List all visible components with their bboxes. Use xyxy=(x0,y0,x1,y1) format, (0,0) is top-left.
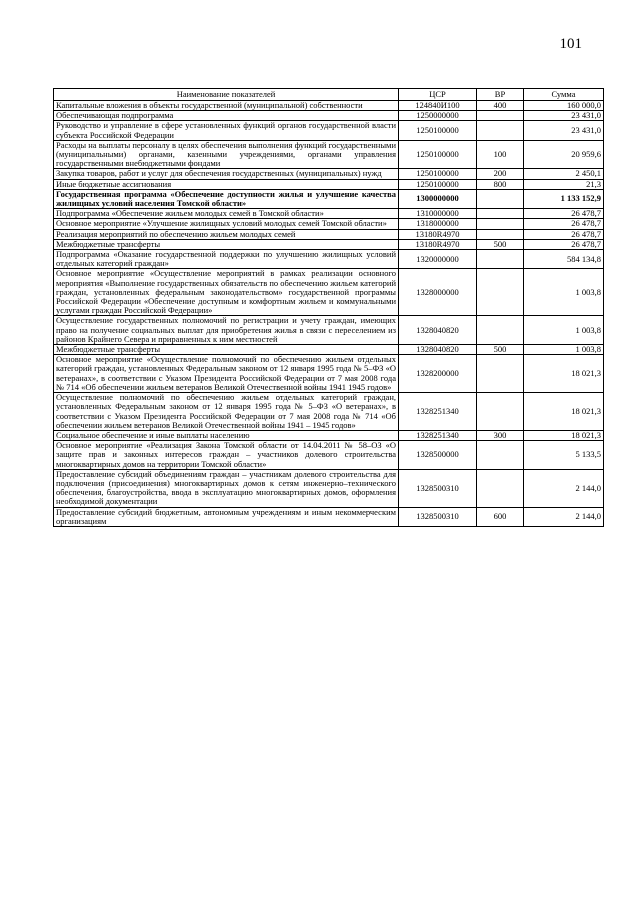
table-row xyxy=(54,316,604,345)
cell-name: Обеспечивающая подпрограмма xyxy=(54,111,399,121)
table-row xyxy=(54,250,604,269)
table-row xyxy=(54,140,604,169)
cell-sum: 18 021,3 xyxy=(524,393,604,431)
cell-name: Расходы на выплаты персоналу в целях обеспечения выполнения функций государственными (муниципальными) органами, казенными учреждениями, органами управления государственными внебюджетными фондами xyxy=(54,140,399,169)
cell-vr: 400 xyxy=(477,101,524,111)
cell-vr xyxy=(477,269,524,316)
cell-code: 1328000000 xyxy=(399,269,477,316)
table-row xyxy=(54,507,604,526)
cell-code: 1250000000 xyxy=(399,111,477,121)
cell-vr xyxy=(477,250,524,269)
cell-code: 1310000000 xyxy=(399,209,477,219)
cell-name: Капитальные вложения в объекты государственной (муниципальной) собственности xyxy=(54,101,399,111)
cell-sum: 18 021,3 xyxy=(524,355,604,393)
budget-table xyxy=(53,88,604,527)
cell-vr xyxy=(477,189,524,208)
table-row xyxy=(54,179,604,189)
cell-name: Осуществление полномочий по обеспечению жильем отдельных категорий граждан, установленных Федеральным законом от 12 января 1995 года № 5–ФЗ «О ветеранах», в соответствии с Указом Президента Российской Федерации от 7 мая 2008 года № 714 «Об обеспечении жильем ветеранов Великой Отечественной войны 1941 – 1945 годов» xyxy=(54,393,399,431)
table-row xyxy=(54,219,604,229)
page-number: 101 xyxy=(559,36,582,52)
cell-sum: 5 133,5 xyxy=(524,441,604,470)
cell-name: Руководство и управление в сфере установленных функций органов государственной власти субъекта Российской Федерации xyxy=(54,121,399,140)
table-row xyxy=(54,393,604,431)
cell-vr xyxy=(477,316,524,345)
cell-name: Основное мероприятие «Реализация Закона Томской области от 14.04.2011 № 58–ОЗ «О защите прав и законных интересов граждан – участников долевого строительства многоквартирных домов на территории Томской области» xyxy=(54,441,399,470)
cell-vr: 600 xyxy=(477,507,524,526)
cell-name: Иные бюджетные ассигнования xyxy=(54,179,399,189)
table-row xyxy=(54,189,604,208)
cell-vr xyxy=(477,393,524,431)
cell-code: 1300000000 xyxy=(399,189,477,208)
header-vr: ВР xyxy=(477,89,524,101)
cell-sum: 26 478,7 xyxy=(524,229,604,239)
cell-name: Реализация мероприятий по обеспечению жильем молодых семей xyxy=(54,229,399,239)
table-row xyxy=(54,169,604,179)
table-row xyxy=(54,430,604,440)
cell-sum: 21,3 xyxy=(524,179,604,189)
cell-sum: 23 431,0 xyxy=(524,121,604,140)
cell-vr: 800 xyxy=(477,179,524,189)
table-row xyxy=(54,239,604,249)
cell-vr xyxy=(477,219,524,229)
cell-name: Осуществление государственных полномочий по регистрации и учету граждан, имеющих право на получение социальных выплат для приобретения жилья в связи с переселением из районов Крайнего Севера и приравненных к ним местностей xyxy=(54,316,399,345)
cell-code: 1318000000 xyxy=(399,219,477,229)
cell-sum: 1 133 152,9 xyxy=(524,189,604,208)
cell-sum: 584 134,8 xyxy=(524,250,604,269)
cell-name: Основное мероприятие «Осуществление мероприятий в рамках реализации основного мероприятия «Выполнение государственных обязательств по обеспечению жильем категорий граждан, установленных федеральным законодательством» государственной программы Российской Федерации «Обеспечение доступным и комфортным жильем и коммунальными услугами граждан Российской Федерации» xyxy=(54,269,399,316)
cell-code: 1328200000 xyxy=(399,355,477,393)
cell-name: Межбюджетные трансферты xyxy=(54,345,399,355)
cell-vr: 200 xyxy=(477,169,524,179)
cell-vr: 500 xyxy=(477,239,524,249)
cell-name: Подпрограмма «Оказание государственной поддержки по улучшению жилищных условий отдельных категорий граждан» xyxy=(54,250,399,269)
cell-vr xyxy=(477,441,524,470)
cell-sum: 18 021,3 xyxy=(524,430,604,440)
cell-name: Социальное обеспечение и иные выплаты населению xyxy=(54,430,399,440)
table-row xyxy=(54,441,604,470)
cell-sum: 26 478,7 xyxy=(524,239,604,249)
cell-vr xyxy=(477,355,524,393)
cell-code: 1320000000 xyxy=(399,250,477,269)
cell-code: 13180R4970 xyxy=(399,239,477,249)
cell-code: 1250100000 xyxy=(399,179,477,189)
table-header-row xyxy=(54,89,604,101)
cell-name: Государственная программа «Обеспечение доступности жилья и улучшение качества жилищных условий населения Томской области» xyxy=(54,189,399,208)
cell-sum: 26 478,7 xyxy=(524,209,604,219)
cell-sum: 160 000,0 xyxy=(524,101,604,111)
cell-sum: 23 431,0 xyxy=(524,111,604,121)
table-row xyxy=(54,269,604,316)
cell-name: Основное мероприятие «Улучшение жилищных условий молодых семей Томской области» xyxy=(54,219,399,229)
cell-code: 1328500000 xyxy=(399,441,477,470)
cell-vr xyxy=(477,229,524,239)
table-row xyxy=(54,209,604,219)
cell-vr xyxy=(477,209,524,219)
cell-code: 13180R4970 xyxy=(399,229,477,239)
cell-sum: 1 003,8 xyxy=(524,345,604,355)
cell-code: 1328251340 xyxy=(399,430,477,440)
cell-name: Предоставление субсидий бюджетным, автономным учреждениям и иным некоммерческим организациям xyxy=(54,507,399,526)
cell-code: 1328500310 xyxy=(399,507,477,526)
cell-code: 1328500310 xyxy=(399,469,477,507)
table-row xyxy=(54,345,604,355)
cell-vr xyxy=(477,111,524,121)
cell-code: 1328040820 xyxy=(399,316,477,345)
cell-code: 124840И100 xyxy=(399,101,477,111)
table-row xyxy=(54,121,604,140)
cell-vr: 300 xyxy=(477,430,524,440)
cell-name: Подпрограмма «Обеспечение жильем молодых семей в Томской области» xyxy=(54,209,399,219)
header-sum: Сумма xyxy=(524,89,604,101)
cell-vr xyxy=(477,121,524,140)
cell-code: 1250100000 xyxy=(399,140,477,169)
table-row xyxy=(54,101,604,111)
table-row xyxy=(54,111,604,121)
cell-sum: 1 003,8 xyxy=(524,269,604,316)
cell-sum: 20 959,6 xyxy=(524,140,604,169)
cell-name: Межбюджетные трансферты xyxy=(54,239,399,249)
cell-sum: 26 478,7 xyxy=(524,219,604,229)
table-row xyxy=(54,229,604,239)
table-row xyxy=(54,469,604,507)
cell-sum: 2 144,0 xyxy=(524,469,604,507)
header-name: Наименование показателей xyxy=(54,89,399,101)
cell-name: Предоставление субсидий объединениям граждан – участникам долевого строительства для подключения (присоединения) многоквартирных домов к сетям инженерно–технического обеспечения, благоустройства, ввода в эксплуатацию многоквартирных домов, оформления необходимой документации xyxy=(54,469,399,507)
cell-code: 1250100000 xyxy=(399,169,477,179)
header-code: ЦСР xyxy=(399,89,477,101)
cell-name: Основное мероприятие «Осуществление полномочий по обеспечению жильем отдельных категорий граждан, установленных Федеральным законом от 12 января 1995 года № 5–ФЗ «О ветеранах», в соответствии с Указом Президента Российской Федерации от 7 мая 2008 года № 714 «Об обеспечении жильем ветеранов Великой Отечественной войны 1941 1945 годов» xyxy=(54,355,399,393)
cell-vr xyxy=(477,469,524,507)
table-row xyxy=(54,355,604,393)
cell-sum: 1 003,8 xyxy=(524,316,604,345)
cell-vr: 500 xyxy=(477,345,524,355)
cell-sum: 2 144,0 xyxy=(524,507,604,526)
cell-sum: 2 450,1 xyxy=(524,169,604,179)
cell-vr: 100 xyxy=(477,140,524,169)
cell-code: 1250100000 xyxy=(399,121,477,140)
cell-code: 1328040820 xyxy=(399,345,477,355)
cell-code: 1328251340 xyxy=(399,393,477,431)
cell-name: Закупка товаров, работ и услуг для обеспечения государственных (муниципальных) нужд xyxy=(54,169,399,179)
